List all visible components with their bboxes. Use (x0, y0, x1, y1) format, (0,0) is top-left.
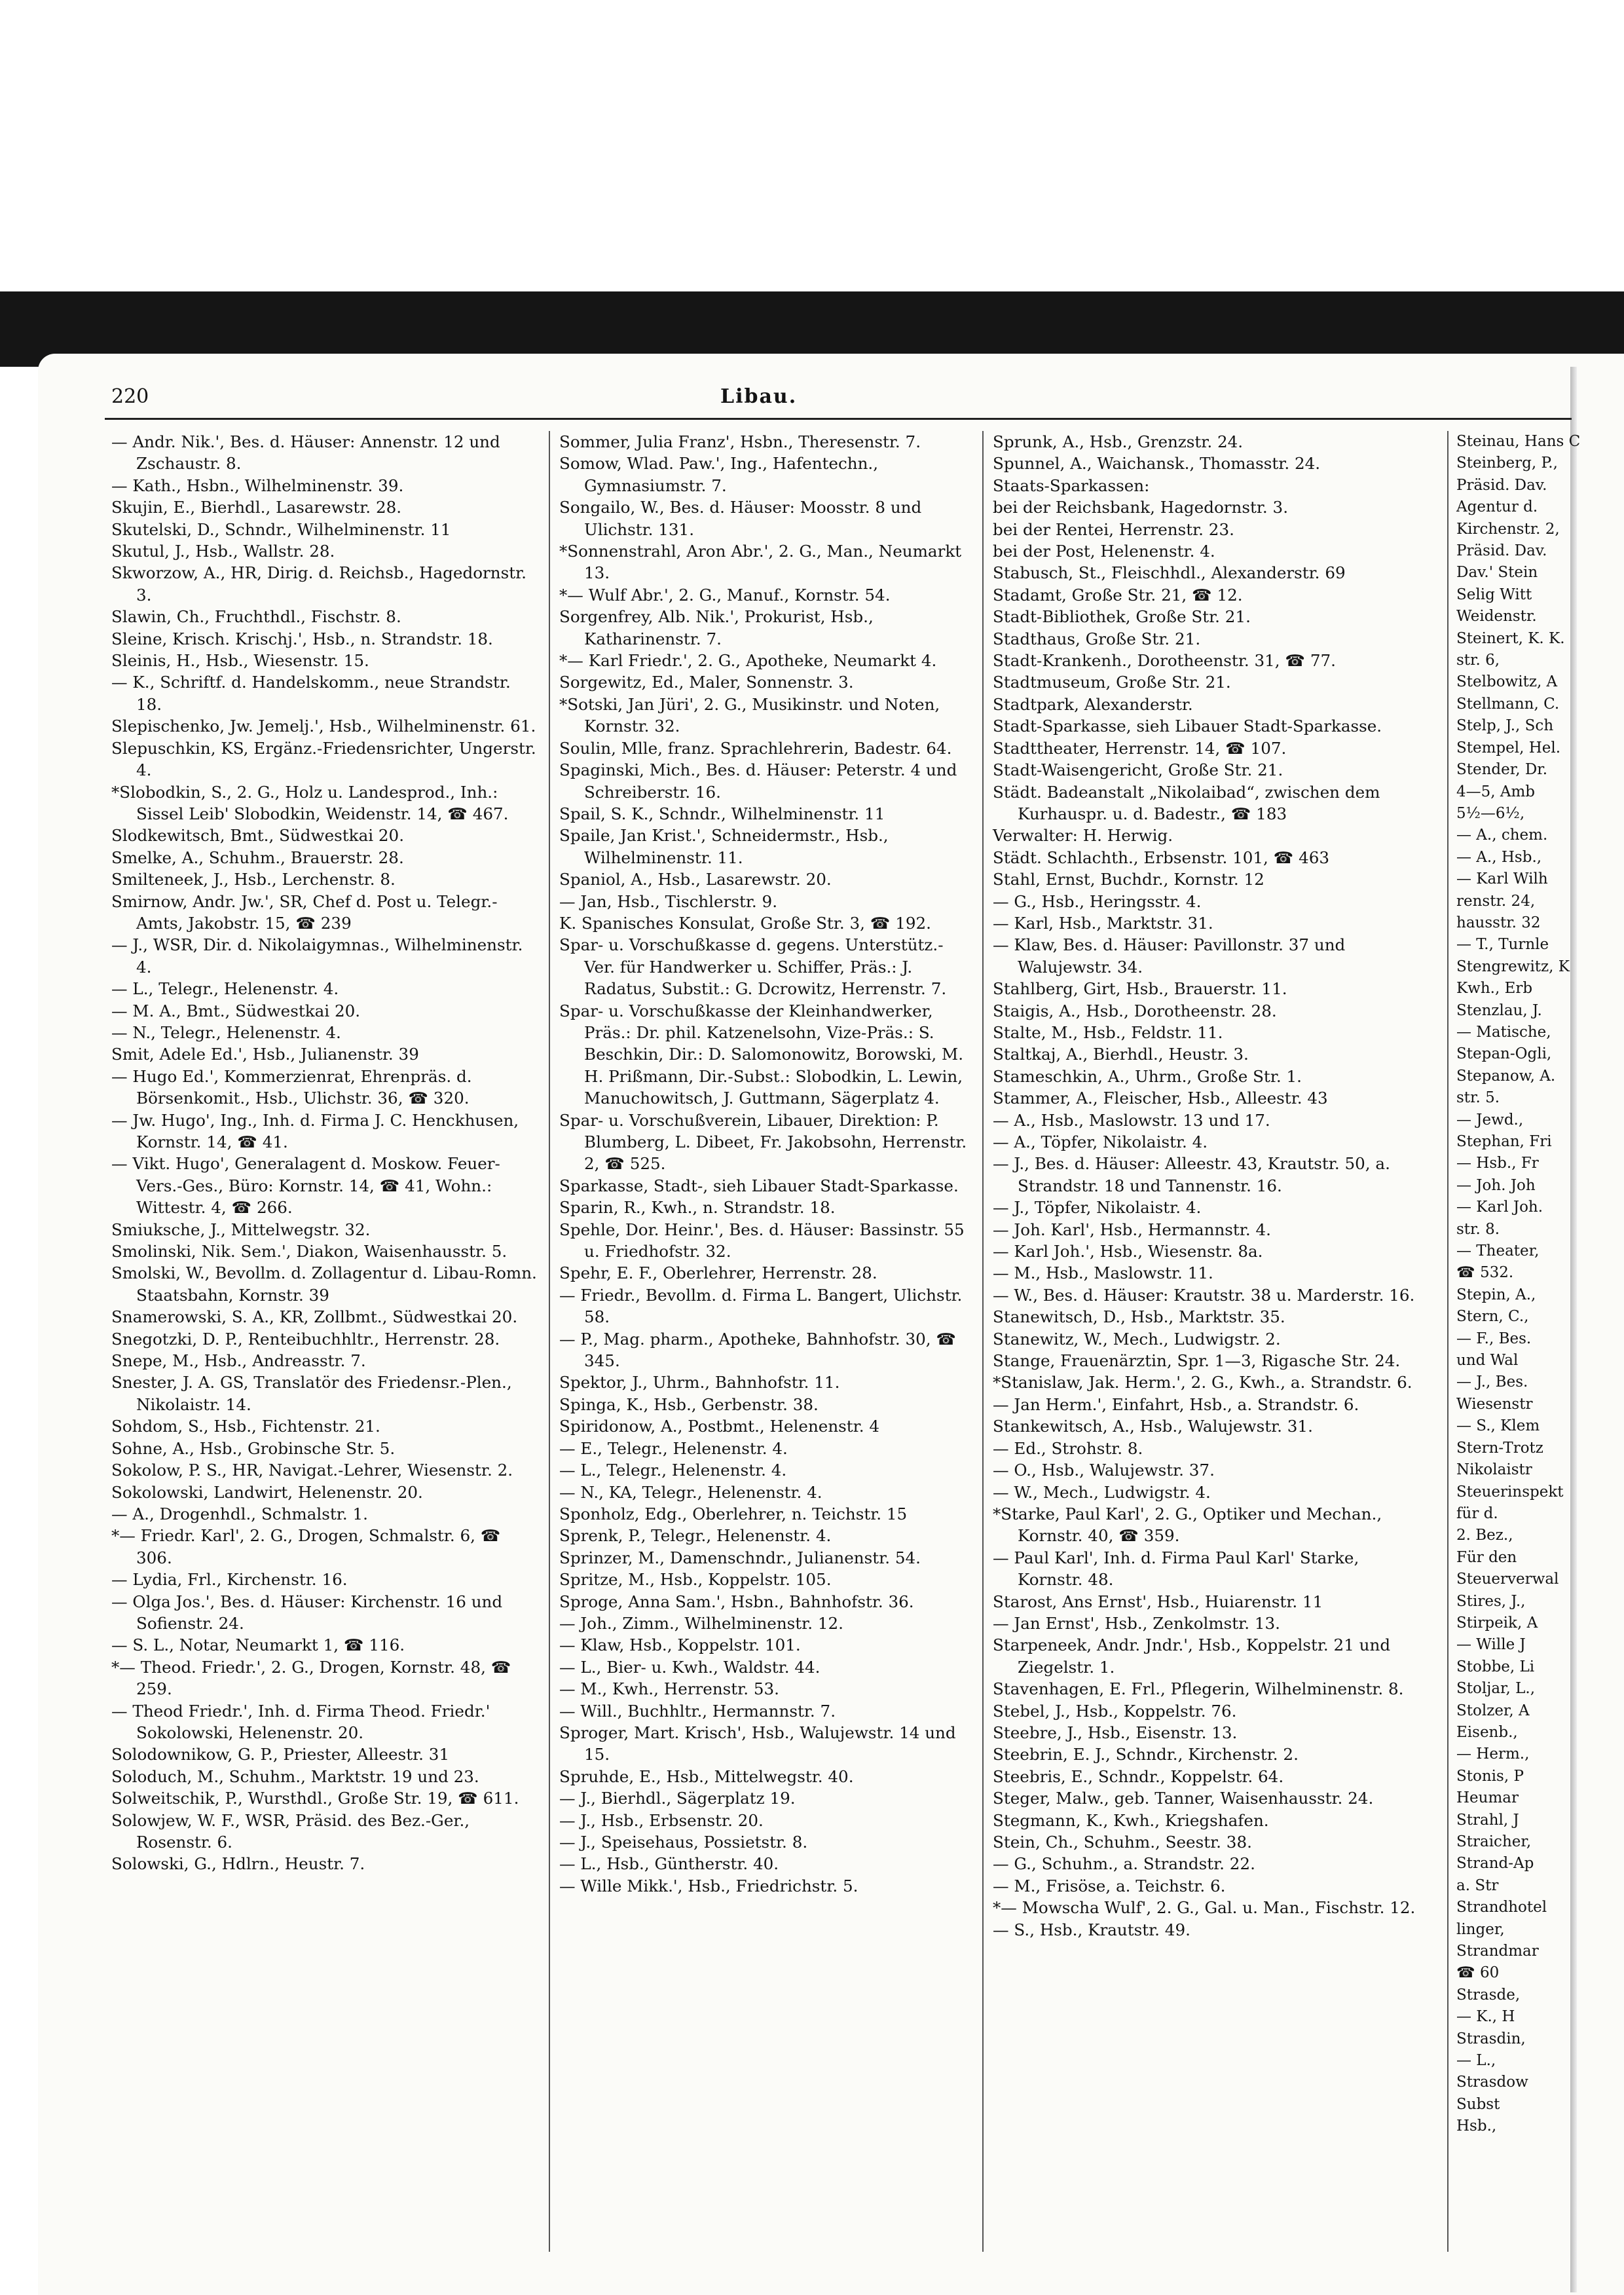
page-number: 220 (111, 385, 149, 408)
directory-entry: bei der Post, Helenenstr. 4. (993, 542, 1215, 561)
directory-entry: *— Mowscha Wulf', 2. G., Gal. u. Man., Fischstr. 12. (993, 1898, 1416, 1918)
directory-entry: Kwh., Erb (1456, 980, 1533, 998)
directory-entry: Stadt-Sparkasse, sieh Libauer Stadt-Sparkasse. (993, 717, 1382, 736)
directory-entry: — Jewd., (1456, 1111, 1524, 1129)
directory-entry: Soulin, Mlle, franz. Sprachlehrerin, Badestr. 64. (559, 738, 952, 758)
directory-entry: bei der Reichsbank, Hagedornstr. 3. (993, 498, 1289, 517)
directory-entry: Sprenk, P., Telegr., Helenenstr. 4. (559, 1526, 832, 1546)
directory-entry: Kirchenstr. 2, (1456, 520, 1560, 538)
directory-entry: — W., Mech., Ludwigstr. 4. (993, 1482, 1211, 1502)
directory-entry: — Will., Buchhltr., Hermannstr. 7. (559, 1701, 836, 1721)
directory-entry: — F., Bes. (1456, 1330, 1532, 1347)
directory-entry: Sorgewitz, Ed., Maler, Sonnenstr. 3. (559, 673, 854, 692)
directory-entry: — Joh., Zimm., Wilhelminenstr. 12. (559, 1613, 843, 1633)
directory-entry: — J., Bierhdl., Sägerplatz 19. (559, 1789, 796, 1808)
directory-entry: Smit, Adele Ed.', Hsb., Julianenstr. 39 (111, 1045, 419, 1064)
directory-entry: — Friedr., Bevollm. d. Firma L. Bangert, Ulichstr. 58. (559, 1285, 963, 1327)
directory-entry: — K., Schriftf. d. Handelskomm., neue Strandstr. 18. (111, 673, 511, 714)
directory-entry: Sparin, R., Kwh., n. Strandstr. 18. (559, 1198, 836, 1218)
directory-entry: Stadttheater, Herrenstr. 14, ☎ 107. (993, 738, 1287, 758)
directory-entry: linger, (1456, 1920, 1505, 1938)
directory-entry: str. 6, (1456, 652, 1500, 669)
directory-entry: Stabusch, St., Fleischhdl., Alexanderstr. 69 (993, 563, 1346, 583)
directory-entry: Stender, Dr. (1456, 761, 1548, 779)
directory-entry: Stadt-Bibliothek, Große Str. 21. (993, 607, 1251, 627)
directory-entry: Stadt-Krankenh., Dorotheenstr. 31, ☎ 77. (993, 651, 1336, 671)
directory-entry: a. Str (1456, 1876, 1499, 1894)
directory-entry: Solweitschik, P., Wursthdl., Große Str. 19, ☎ 611. (111, 1789, 519, 1808)
directory-entry: Subst (1456, 2095, 1500, 2113)
directory-entry: Stellmann, C. (1456, 695, 1560, 713)
directory-entry: Stadamt, Große Str. 21, ☎ 12. (993, 585, 1243, 605)
directory-entry: Songailo, W., Bes. d. Häuser: Moosstr. 8 und Ulichstr. 131. (559, 498, 922, 539)
directory-entry: Straicher, (1456, 1833, 1532, 1850)
directory-entry: Dav.' Stein (1456, 564, 1538, 582)
directory-entry: Weidenstr. (1456, 608, 1537, 625)
directory-entry: — A., chem. (1456, 827, 1548, 844)
directory-entry: *— Karl Friedr.', 2. G., Apotheke, Neumarkt 4. (559, 651, 937, 671)
directory-entry: — K., H (1456, 2008, 1515, 2026)
directory-entry: Agentur d. (1456, 498, 1538, 516)
directory-entry: Stelp, J., Sch (1456, 717, 1554, 735)
directory-entry: Heumar (1456, 1789, 1519, 1807)
directory-entry: Spinga, K., Hsb., Gerbenstr. 38. (559, 1394, 819, 1414)
directory-entry: Spar- u. Vorschußkasse der Kleinhandwerker, Präs.: Dr. phil. Katzenelsohn, Vize-Präs.: S. Beschkin, Dir.: D. Salomonowitz, Borowski, M. H. Prißmann, Dir.-Subst.: Slobodkin, L. Lewin, Manuchowitsch, J. Guttmann, Sägerplatz 4. (559, 1001, 964, 1108)
directory-entry: Spaginski, Mich., Bes. d. Häuser: Peterstr. 4 und Schreiberstr. 16. (559, 760, 957, 802)
directory-entry: — Karl Joh. (1456, 1199, 1543, 1216)
directory-entry: Stadtpark, Alexanderstr. (993, 694, 1193, 714)
directory-entry: — Andr. Nik.', Bes. d. Häuser: Annenstr. 12 und Zschaustr. 8. (111, 432, 500, 474)
directory-entry: Präsid. Dav. (1456, 476, 1547, 494)
directory-entry: Stadthaus, Große Str. 21. (993, 629, 1201, 648)
directory-entry: Eisenb., (1456, 1723, 1518, 1741)
directory-entry: Steinert, K. K. (1456, 629, 1565, 647)
directory-entry: — Joh. Karl', Hsb., Hermannstr. 4. (993, 1220, 1271, 1239)
directory-entry: für d. (1456, 1504, 1498, 1522)
directory-entry: Stoljar, L., (1456, 1680, 1536, 1698)
directory-entry: K. Spanisches Konsulat, Große Str. 3, ☎ 192. (559, 913, 931, 933)
directory-entry: Spektor, J., Uhrm., Bahnhofstr. 11. (559, 1373, 840, 1392)
directory-entry: Steuerverwal (1456, 1571, 1559, 1588)
directory-entry: — M., Frisöse, a. Teichstr. 6. (993, 1876, 1226, 1895)
directory-entry: — A., Hsb., Maslowstr. 13 und 17. (993, 1110, 1270, 1130)
directory-entry: — P., Mag. pharm., Apotheke, Bahnhofstr. 30, ☎ 345. (559, 1329, 957, 1371)
directory-entry: Skutul, J., Hsb., Wallstr. 28. (111, 542, 335, 561)
directory-entry: Sprinzer, M., Damenschndr., Julianenstr. 54. (559, 1548, 921, 1567)
directory-entry: — L., Bier- u. Kwh., Waldstr. 44. (559, 1657, 821, 1677)
directory-entry: — Theater, (1456, 1242, 1540, 1260)
directory-entry: Smolski, W., Bevollm. d. Zollagentur d. Libau-Romn. Staatsbahn, Kornstr. 39 (111, 1263, 537, 1305)
directory-entry: — A., Töpfer, Nikolaistr. 4. (993, 1132, 1208, 1151)
directory-entry: *Sonnenstrahl, Aron Abr.', 2. G., Man., Neumarkt 13. (559, 542, 962, 583)
directory-entry: Strasdin, (1456, 2030, 1526, 2047)
directory-entry: Sohdom, S., Hsb., Fichtenstr. 21. (111, 1417, 380, 1436)
directory-entry: *Slobodkin, S., 2. G., Holz u. Landesprod., Inh.: Sissel Leib' Slobodkin, Weidenstr. 14, ☎ 467. (111, 782, 509, 823)
directory-entry: Stonis, P (1456, 1767, 1524, 1785)
directory-entry: Steinberg, P., (1456, 455, 1558, 472)
directory-entry: Stenzlau, J. (1456, 1001, 1542, 1019)
directory-entry: Städt. Schlachth., Erbsenstr. 101, ☎ 463 (993, 848, 1330, 867)
directory-entry: — W., Bes. d. Häuser: Krautstr. 38 u. Marderstr. 16. (993, 1285, 1415, 1305)
directory-entry: Skujin, E., Bierhdl., Lasarewstr. 28. (111, 498, 402, 517)
directory-entry: Spaile, Jan Krist.', Schneidermstr., Hsb., Wilhelminenstr. 11. (559, 826, 889, 867)
directory-entry: — E., Telegr., Helenenstr. 4. (559, 1438, 788, 1458)
directory-entry: *— Friedr. Karl', 2. G., Drogen, Schmalstr. 6, ☎ 306. (111, 1526, 501, 1567)
directory-entry: Slawin, Ch., Fruchthdl., Fischstr. 8. (111, 607, 401, 627)
directory-entry: Steebris, E., Schndr., Koppelstr. 64. (993, 1766, 1284, 1786)
directory-entry: — S., Klem (1456, 1417, 1540, 1435)
directory-entry: — L., Hsb., Güntherstr. 40. (559, 1854, 779, 1874)
directory-entry: — Hugo Ed.', Kommerzienrat, Ehrenpräs. d. Börsenkomit., Hsb., Ulichstr. 36, ☎ 320. (111, 1066, 472, 1108)
directory-entry: Spar- u. Vorschußkasse d. gegens. Unterstütz.-Ver. für Handwerker u. Schiffer, Präs.: J. Radatus, Substit.: G. Dcrowitz, Herrenstr. 7. (559, 935, 947, 999)
directory-entry: Stepan-Ogli, (1456, 1045, 1552, 1063)
directory-entry: *Starke, Paul Karl', 2. G., Optiker und Mechan., Kornstr. 40, ☎ 359. (993, 1504, 1382, 1546)
directory-entry: Solowjew, W. F., WSR, Präsid. des Bez.-Ger., Rosenstr. 6. (111, 1810, 470, 1852)
directory-entry: Sohne, A., Hsb., Grobinsche Str. 5. (111, 1438, 396, 1458)
directory-entry: Stalte, M., Hsb., Feldstr. 11. (993, 1022, 1223, 1042)
directory-entry: Strasdow (1456, 2074, 1528, 2091)
directory-entry: — Herm., (1456, 1745, 1530, 1763)
directory-entry: — L., (1456, 2052, 1496, 2070)
directory-entry: — T., Turnle (1456, 936, 1549, 954)
directory-entry: Slepuschkin, KS, Ergänz.-Friedensrichter, Ungerstr. 4. (111, 738, 536, 780)
directory-entry: — J., Hsb., Erbsenstr. 20. (559, 1810, 764, 1830)
directory-entry: Smelke, A., Schuhm., Brauerstr. 28. (111, 848, 404, 867)
directory-entry: Stahl, Ernst, Buchdr., Kornstr. 12 (993, 870, 1264, 889)
directory-entry: 5½—6½, (1456, 804, 1525, 822)
directory-entry: Stadtmuseum, Große Str. 21. (993, 673, 1231, 692)
directory-entry: bei der Rentei, Herrenstr. 23. (993, 519, 1234, 539)
directory-entry: Solodownikow, G. P., Priester, Alleestr. 31 (111, 1745, 450, 1764)
directory-entry: Spiridonow, A., Postbmt., Helenenstr. 4 (559, 1417, 880, 1436)
directory-entry: Sprunk, A., Hsb., Grenzstr. 24. (993, 432, 1244, 451)
directory-entry: — Jan, Hsb., Tischlerstr. 9. (559, 891, 778, 911)
directory-entry: str. 8. (1456, 1220, 1500, 1238)
directory-entry: Stempel, Hel. (1456, 739, 1561, 756)
directory-entry: Sleine, Krisch. Krischj.', Hsb., n. Strandstr. 18. (111, 629, 493, 648)
directory-entry: — Karl Wilh (1456, 870, 1548, 888)
directory-entry: — N., Telegr., Helenenstr. 4. (111, 1022, 341, 1042)
directory-entry: Somow, Wlad. Paw.', Ing., Hafentechn., Gymnasiumstr. 7. (559, 454, 879, 495)
directory-entry: Snester, J. A. GS, Translatör des Friedensr.-Plen., Nikolaistr. 14. (111, 1373, 512, 1414)
directory-entry: — Ed., Strohstr. 8. (993, 1438, 1143, 1458)
directory-entry: Spehle, Dor. Heinr.', Bes. d. Häuser: Bassinstr. 55 u. Friedhofstr. 32. (559, 1220, 965, 1261)
directory-entry: Stebel, J., Hsb., Koppelstr. 76. (993, 1701, 1237, 1721)
directory-entry: Steger, Malw., geb. Tanner, Waisenhausstr. 24. (993, 1789, 1374, 1808)
directory-entry: Stobbe, Li (1456, 1658, 1535, 1675)
directory-entry: — O., Hsb., Walujewstr. 37. (993, 1461, 1215, 1480)
directory-entry: — G., Hsb., Heringsstr. 4. (993, 891, 1202, 911)
directory-entry: Präsid. Dav. (1456, 542, 1547, 560)
column-3 (982, 431, 1418, 2252)
directory-entry: Sorgenfrey, Alb. Nik.', Prokurist, Hsb., Katharinenstr. 7. (559, 607, 874, 648)
directory-entry: Slodkewitsch, Bmt., Südwestkai 20. (111, 826, 405, 846)
directory-entry: Sokolowski, Landwirt, Helenenstr. 20. (111, 1482, 423, 1502)
directory-entry: — M., Hsb., Maslowstr. 11. (993, 1263, 1213, 1283)
directory-entry: ☎ 60 (1456, 1964, 1500, 1982)
directory-entry: — N., KA, Telegr., Helenenstr. 4. (559, 1482, 822, 1502)
directory-entry: Stires, J., (1456, 1592, 1526, 1610)
directory-entry: — Theod Friedr.', Inh. d. Firma Theod. Friedr.' Sokolowski, Helenenstr. 20. (111, 1701, 490, 1742)
directory-entry: Spritze, M., Hsb., Koppelstr. 105. (559, 1570, 832, 1590)
directory-entry: Spruhde, E., Hsb., Mittelwegstr. 40. (559, 1766, 854, 1786)
directory-entry: — Joh. Joh (1456, 1176, 1536, 1194)
directory-entry: Stameschkin, A., Uhrm., Große Str. 1. (993, 1066, 1302, 1086)
directory-entry: — Hsb., Fr (1456, 1155, 1539, 1172)
directory-entry: — J., Töpfer, Nikolaistr. 4. (993, 1198, 1202, 1218)
directory-entry: — Olga Jos.', Bes. d. Häuser: Kirchenstr. 16 und Sofienstr. 24. (111, 1592, 503, 1633)
directory-entry: Verwalter: H. Herwig. (993, 826, 1173, 846)
directory-entry: Selig Witt (1456, 586, 1532, 603)
directory-entry: — L., Telegr., Helenenstr. 4. (111, 979, 339, 999)
directory-entry: Stankewitsch, A., Hsb., Walujewstr. 31. (993, 1417, 1313, 1436)
directory-entry: Steebrin, E. J., Schndr., Kirchenstr. 2. (993, 1745, 1299, 1764)
directory-entry: Sparkasse, Stadt-, sieh Libauer Stadt-Sparkasse. (559, 1176, 959, 1195)
directory-entry: Snamerowski, S. A., KR, Zollbmt., Südwestkai 20. (111, 1307, 518, 1327)
directory-entry: — J., Speisehaus, Possietstr. 8. (559, 1833, 808, 1852)
directory-entry: Spaniol, A., Hsb., Lasarewstr. 20. (559, 870, 832, 889)
directory-entry: Sproge, Anna Sam.', Hsbn., Bahnhofstr. 36. (559, 1592, 914, 1611)
directory-entry: Stern-Trotz (1456, 1439, 1543, 1457)
directory-entry: 2. Bez., (1456, 1527, 1513, 1544)
directory-entry: 4—5, Amb (1456, 783, 1536, 800)
directory-entry: — Klaw, Hsb., Koppelstr. 101. (559, 1635, 801, 1655)
column-1 (111, 431, 537, 2252)
directory-entry: hausstr. 32 (1456, 914, 1541, 931)
directory-entry: — M., Kwh., Herrenstr. 53. (559, 1679, 779, 1699)
directory-entry: Sommer, Julia Franz', Hsbn., Theresenstr. 7. (559, 432, 921, 451)
directory-entry: Wiesenstr (1456, 1395, 1533, 1413)
directory-entry: — Jw. Hugo', Ing., Inh. d. Firma J. C. Henckhusen, Kornstr. 14, ☎ 41. (111, 1110, 519, 1151)
directory-entry: — Lydia, Frl., Kirchenstr. 16. (111, 1570, 348, 1590)
directory-entry: — Jan Ernst', Hsb., Zenkolmstr. 13. (993, 1613, 1280, 1633)
directory-entry: Stange, Frauenärztin, Spr. 1—3, Rigasche Str. 24. (993, 1351, 1401, 1371)
directory-entry: Smiuksche, J., Mittelwegstr. 32. (111, 1220, 371, 1239)
directory-entry: Strandhotel (1456, 1899, 1547, 1916)
directory-entry: Smirnow, Andr. Jw.', SR, Chef d. Post u. Telegr.-Amts, Jakobstr. 15, ☎ 239 (111, 891, 498, 933)
directory-entry: Sokolow, P. S., HR, Navigat.-Lehrer, Wiesenstr. 2. (111, 1461, 513, 1480)
directory-entry: Stirpeik, A (1456, 1614, 1538, 1632)
directory-entry: Stepin, A., (1456, 1286, 1536, 1303)
directory-entry: renstr. 24, (1456, 892, 1536, 910)
directory-entry: Staigis, A., Hsb., Dorotheenstr. 28. (993, 1001, 1277, 1020)
directory-entry: Spar- u. Vorschußverein, Libauer, Direktion: P. Blumberg, L. Dibeet, Fr. Jakobsohn, Herrenstr. 2, ☎ 525. (559, 1110, 967, 1174)
directory-entry: — Kath., Hsbn., Wilhelminenstr. 39. (111, 476, 404, 495)
directory-entry: — Wille Mikk.', Hsb., Friedrichstr. 5. (559, 1876, 858, 1895)
directory-entry: Starpeneek, Andr. Jndr.', Hsb., Koppelstr. 21 und Ziegelstr. 1. (993, 1635, 1391, 1677)
directory-entry: — A., Drogenhdl., Schmalstr. 1. (111, 1504, 368, 1523)
directory-entry: — Klaw, Bes. d. Häuser: Pavillonstr. 37 und Walujewstr. 34. (993, 935, 1346, 977)
directory-entry: Hsb., (1456, 2118, 1497, 2135)
directory-entry: — Karl Joh.', Hsb., Wiesenstr. 8a. (993, 1242, 1263, 1261)
directory-entry: Slepischenko, Jw. Jemelj.', Hsb., Wilhelminenstr. 61. (111, 717, 536, 736)
directory-entry: Städt. Badeanstalt „Nikolaibad“, zwischen dem Kurhauspr. u. d. Badestr., ☎ 183 (993, 782, 1380, 823)
directory-entry: — G., Schuhm., a. Strandstr. 22. (993, 1854, 1255, 1874)
directory-entry: Stepanow, A. (1456, 1067, 1556, 1085)
directory-entry: Strand-Ap (1456, 1855, 1534, 1873)
directory-entry: Nikolaistr (1456, 1461, 1532, 1479)
directory-entry: — S., Hsb., Krautstr. 49. (993, 1920, 1190, 1939)
directory-entry: — Paul Karl', Inh. d. Firma Paul Karl' Starke, Kornstr. 48. (993, 1548, 1359, 1590)
directory-entry: Stammer, A., Fleischer, Hsb., Alleestr. 43 (993, 1089, 1328, 1108)
directory-entry: Staltkaj, A., Bierhdl., Heustr. 3. (993, 1045, 1249, 1064)
directory-entry: — Matische, (1456, 1023, 1551, 1041)
directory-entry: Strahl, J (1456, 1811, 1519, 1829)
directory-entry: ☎ 532. (1456, 1264, 1514, 1282)
directory-entry: Starost, Ans Ernst', Hsb., Huiarenstr. 11 (993, 1592, 1323, 1611)
directory-entry: Sleinis, H., Hsb., Wiesenstr. 15. (111, 651, 369, 671)
directory-entry: Steinau, Hans C (1456, 433, 1581, 450)
directory-entry: — Wille J (1456, 1636, 1526, 1654)
directory-entry: Stanewitz, W., Mech., Ludwigstr. 2. (993, 1329, 1281, 1349)
running-title: Libau. (720, 385, 798, 408)
directory-entry: — L., Telegr., Helenenstr. 4. (559, 1461, 787, 1480)
directory-entry: — Karl, Hsb., Marktstr. 31. (993, 913, 1213, 933)
header-rule (105, 418, 1572, 420)
directory-entry: Sproger, Mart. Krisch', Hsb., Walujewstr. 14 und 15. (559, 1723, 956, 1764)
column-4-next-page-fragment (1447, 431, 1624, 2252)
directory-entry: *— Wulf Abr.', 2. G., Manuf., Kornstr. 54. (559, 585, 891, 605)
directory-entry: Stavenhagen, E. Frl., Pflegerin, Wilhelminenstr. 8. (993, 1679, 1404, 1699)
directory-entry: *— Theod. Friedr.', 2. G., Drogen, Kornstr. 48, ☎ 259. (111, 1657, 511, 1699)
directory-entry: Spunnel, A., Waichansk., Thomasstr. 24. (993, 454, 1321, 474)
directory-entry: — M. A., Bmt., Südwestkai 20. (111, 1001, 361, 1020)
directory-entry: Stadt-Waisengericht, Große Str. 21. (993, 760, 1283, 780)
directory-entry: und Wal (1456, 1352, 1519, 1370)
directory-entry: Soloduch, M., Schuhm., Marktstr. 19 und 23. (111, 1766, 479, 1786)
directory-entry: str. 5. (1456, 1089, 1500, 1107)
directory-entry: Skworzow, A., HR, Dirig. d. Reichsb., Hagedornstr. 3. (111, 563, 526, 605)
directory-entry: — Vikt. Hugo', Generalagent d. Moskow. Feuer-Vers.-Ges., Büro: Kornstr. 14, ☎ 41, Wohn.: Wittestr. 4, ☎ 266. (111, 1154, 500, 1218)
directory-entry: — J., Bes. d. Häuser: Alleestr. 43, Krautstr. 50, a. Strandstr. 18 und Tannenstr. 16. (993, 1154, 1390, 1195)
directory-entry: Strasde, (1456, 1986, 1521, 2004)
directory-entry: Solowski, G., Hdlrn., Heustr. 7. (111, 1854, 365, 1874)
directory-entry: Stahlberg, Girt, Hsb., Brauerstr. 11. (993, 979, 1287, 999)
directory-entry: — S. L., Notar, Neumarkt 1, ☎ 116. (111, 1635, 405, 1655)
directory-entry: Stelbowitz, A (1456, 673, 1558, 691)
directory-entry: Stein, Ch., Schuhm., Seestr. 38. (993, 1833, 1252, 1852)
directory-entry: Stengrewitz, K (1456, 958, 1570, 975)
directory-entry: Snegotzki, D. P., Renteibuchhltr., Herrenstr. 28. (111, 1329, 500, 1349)
directory-entry: Spail, S. K., Schndr., Wilhelminenstr. 11 (559, 804, 885, 823)
directory-entry: *Sotski, Jan Jüri', 2. G., Musikinstr. und Noten, Kornstr. 32. (559, 694, 940, 736)
directory-entry: Sponholz, Edg., Oberlehrer, n. Teichstr. 15 (559, 1504, 908, 1523)
directory-entry: Skutelski, D., Schndr., Wilhelminenstr. 11 (111, 519, 451, 539)
directory-entry: — Jan Herm.', Einfahrt, Hsb., a. Strandstr. 6. (993, 1394, 1359, 1414)
directory-entry: Stern, C., (1456, 1308, 1529, 1326)
directory-entry: Für den (1456, 1548, 1517, 1566)
directory-entry: Smilteneek, J., Hsb., Lerchenstr. 8. (111, 870, 396, 889)
directory-entry: Steebre, J., Hsb., Eisenstr. 13. (993, 1723, 1238, 1742)
directory-entry: — J., WSR, Dir. d. Nikolaigymnas., Wilhelminenstr. 4. (111, 935, 523, 977)
directory-entry: Stephan, Fri (1456, 1133, 1552, 1150)
directory-entry: — A., Hsb., (1456, 848, 1542, 866)
directory-entry: Stanewitsch, D., Hsb., Marktstr. 35. (993, 1307, 1285, 1327)
directory-entry: Snepe, M., Hsb., Andreasstr. 7. (111, 1351, 366, 1371)
directory-entry: Smolinski, Nik. Sem.', Diakon, Waisenhausstr. 5. (111, 1242, 507, 1261)
directory-entry: — J., Bes. (1456, 1373, 1528, 1391)
directory-entry: Strandmar (1456, 1943, 1539, 1960)
directory-entry: Staats-Sparkassen: (993, 476, 1150, 495)
column-2 (549, 431, 972, 2252)
directory-entry: Stolzer, A (1456, 1702, 1530, 1719)
directory-entry: Stegmann, K., Kwh., Kriegshafen. (993, 1810, 1269, 1830)
directory-entry: *Stanislaw, Jak. Herm.', 2. G., Kwh., a. Strandstr. 6. (993, 1373, 1412, 1392)
directory-entry: Spehr, E. F., Oberlehrer, Herrenstr. 28. (559, 1263, 877, 1283)
directory-entry: Steuerinspekt (1456, 1483, 1564, 1501)
